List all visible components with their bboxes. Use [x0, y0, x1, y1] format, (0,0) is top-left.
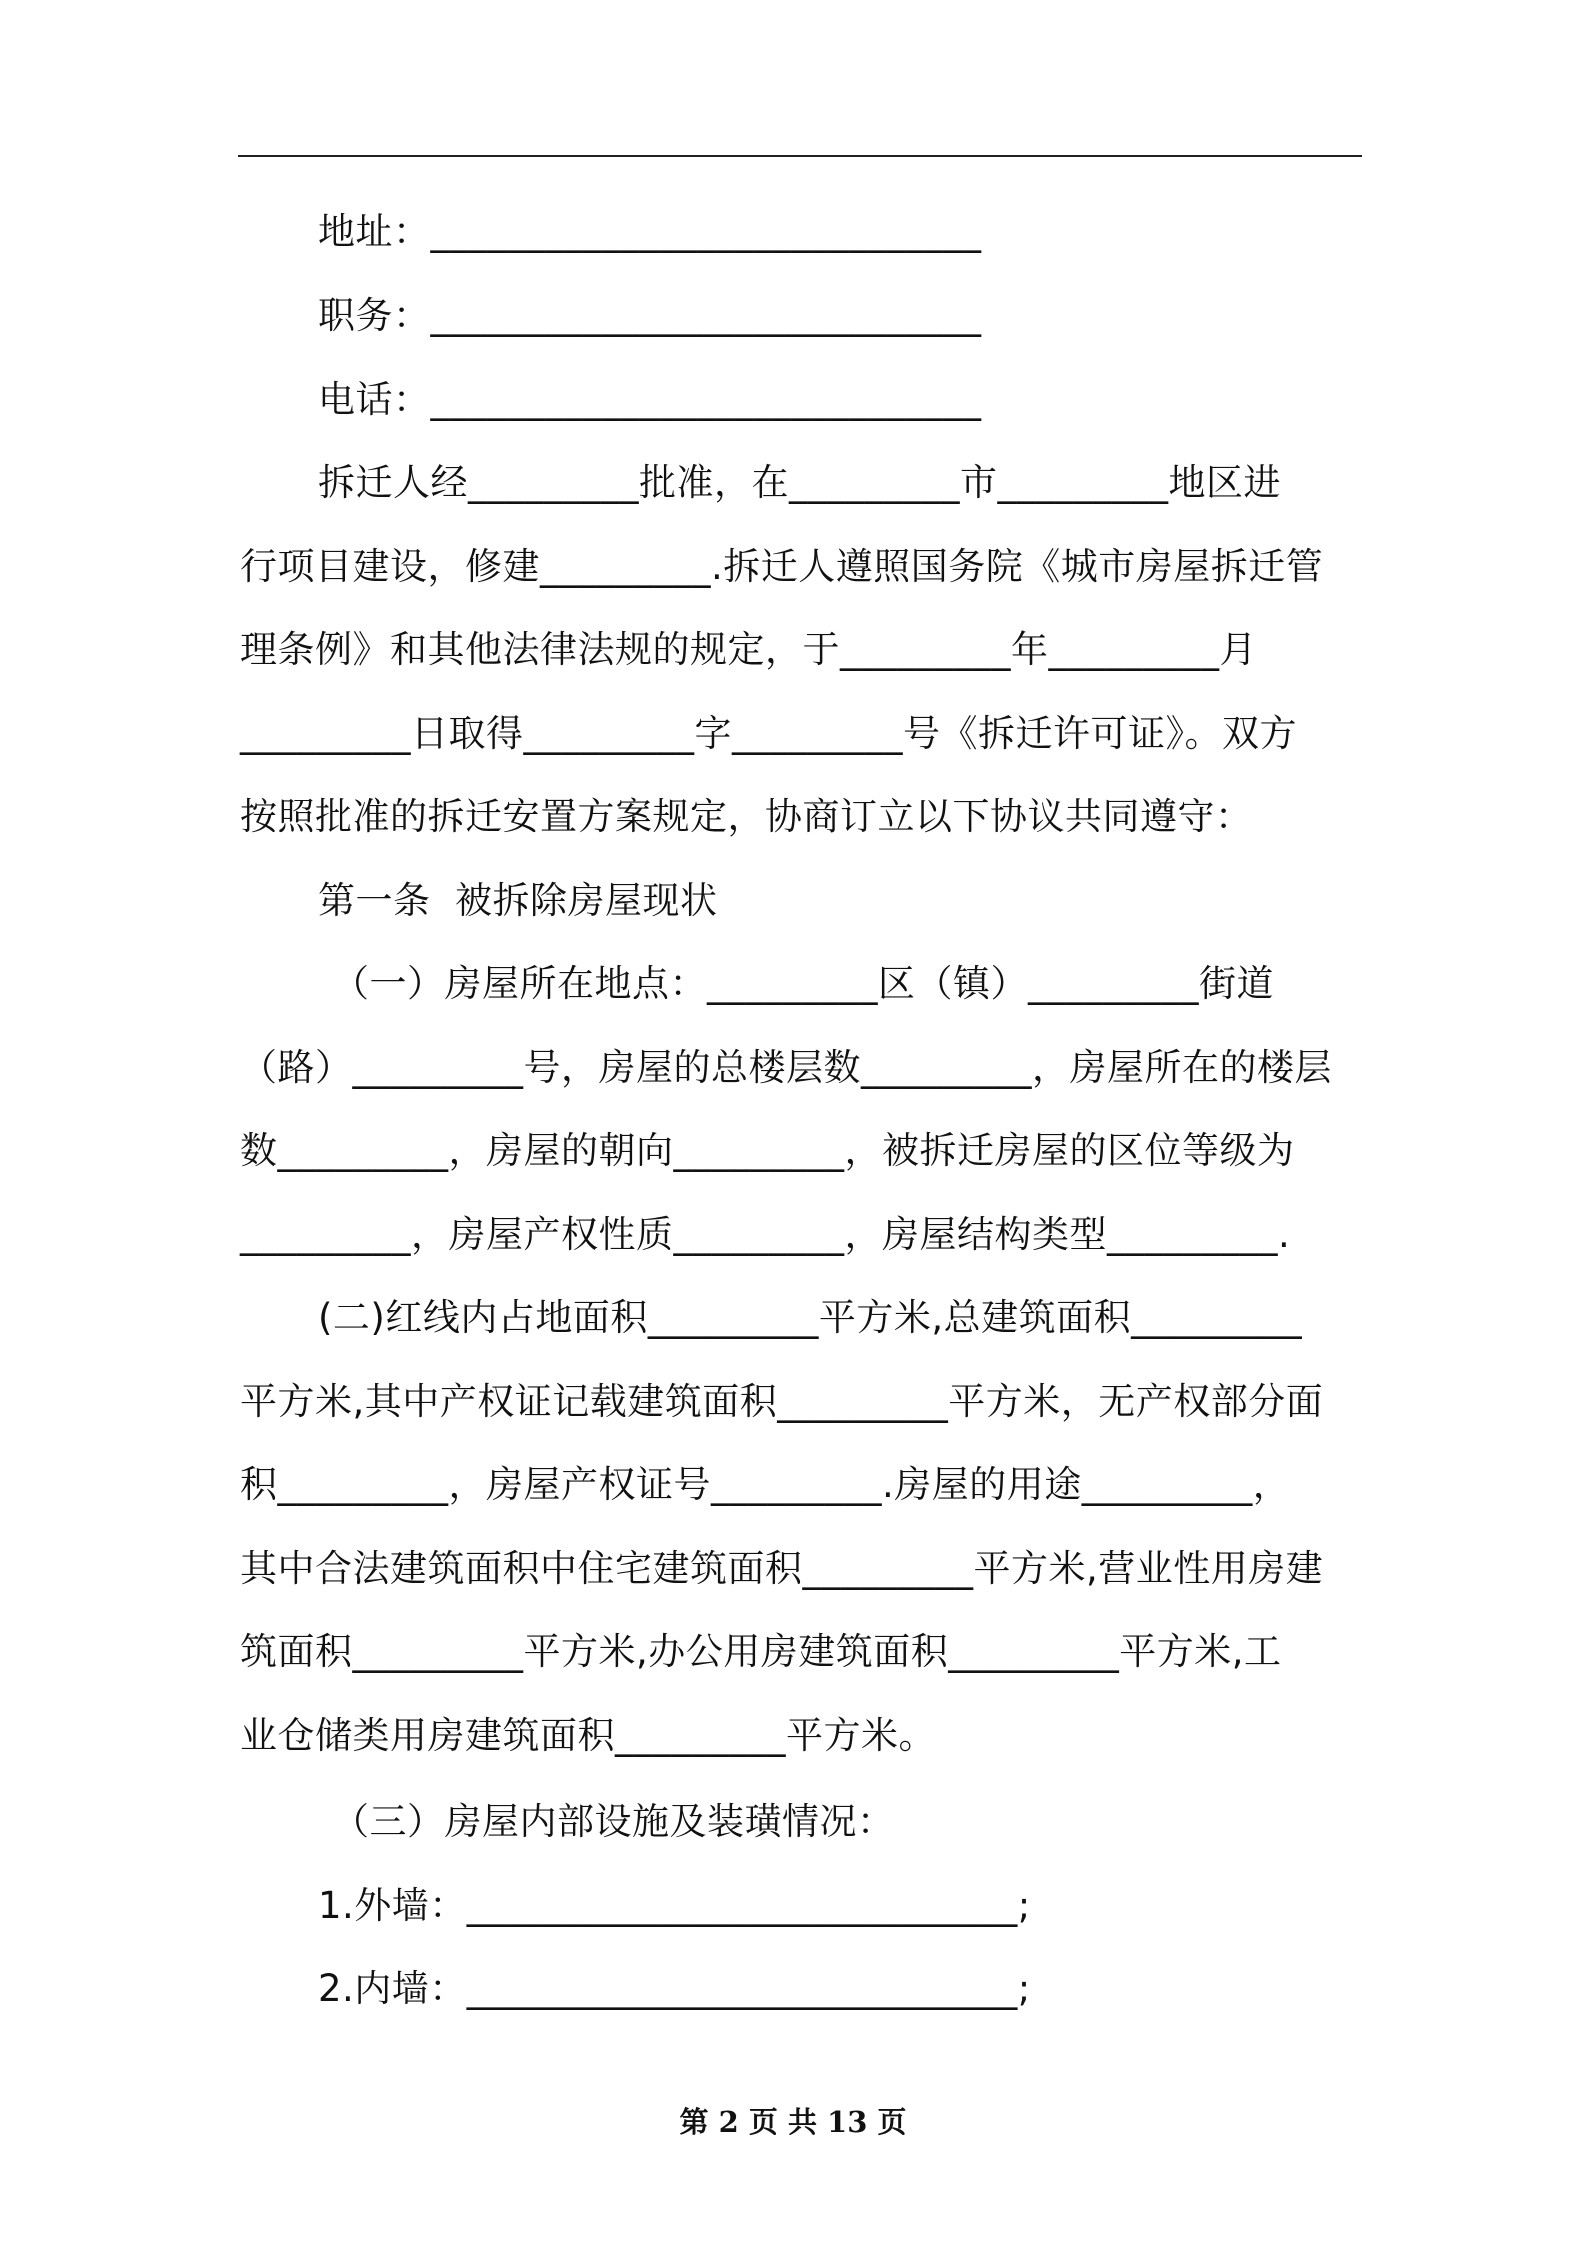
article-heading: 第一条 被拆除房屋现状 [318, 879, 718, 922]
paragraph-line: (二)红线内占地面积_________平方米,总建筑面积_________ [318, 1296, 1303, 1339]
paragraph-line: （一）房屋所在地点：_________区（镇）_________街道 [332, 962, 1274, 1005]
address-field: 地址：_____________________________ [318, 210, 982, 253]
paragraph-line: 其中合法建筑面积中住宅建筑面积_________平方米,营业性用房建 [240, 1547, 1324, 1590]
paragraph-line: 拆迁人经_________批准，在_________市_________地区进 [318, 461, 1281, 504]
paragraph-line: 筑面积_________平方米,办公用房建筑面积_________平方米,工 [240, 1630, 1282, 1673]
paragraph-line: _________日取得_________字_________号《拆迁许可证》。双方 [240, 712, 1297, 755]
paragraph-line: （路）_________号，房屋的总楼层数_________，房屋所在的楼层 [240, 1046, 1332, 1089]
paragraph-line: _________，房屋产权性质_________，房屋结构类型_________. [240, 1213, 1291, 1256]
phone-field: 电话：_____________________________ [318, 378, 982, 421]
paragraph-line: 业仓储类用房建筑面积_________平方米。 [240, 1714, 936, 1757]
section-heading: （三）房屋内部设施及装璜情况： [332, 1800, 895, 1843]
paragraph-line: 积_________，房屋产权证号_________.房屋的用途_________， [240, 1463, 1291, 1506]
paragraph-line: 理条例》和其他法律法规的规定，于_________年_________月 [240, 628, 1257, 671]
interior-wall-field: 2.内墙：_____________________________; [318, 1967, 1031, 2010]
paragraph-line: 数_________，房屋的朝向_________，被拆迁房屋的区位等级为 [240, 1129, 1295, 1172]
paragraph-line: 行项目建设，修建_________.拆迁人遵照国务院《城市房屋拆迁管 [240, 545, 1324, 588]
exterior-wall-field: 1.外墙：_____________________________; [318, 1884, 1031, 1927]
header-rule [238, 155, 1362, 157]
paragraph-line: 平方米,其中产权证记载建筑面积_________平方米，无产权部分面 [240, 1380, 1324, 1423]
page-number-footer: 第 2 页 共 13 页 [679, 2105, 907, 2139]
position-field: 职务：_____________________________ [318, 294, 982, 337]
paragraph-line: 按照批准的拆迁安置方案规定，协商订立以下协议共同遵守： [240, 795, 1253, 838]
